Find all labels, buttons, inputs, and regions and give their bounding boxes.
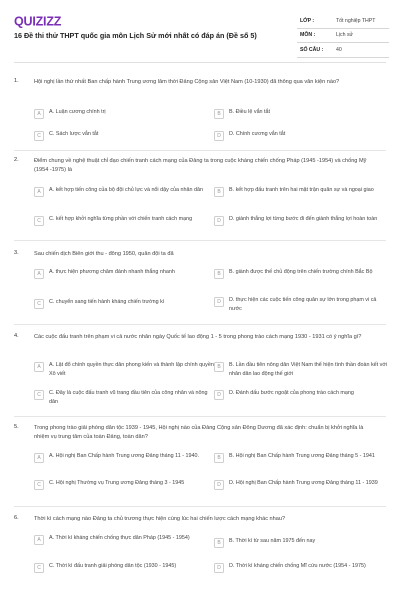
question-text: Sau chiến dịch Biên giới thu - đông 1950, quân đội ta đã — [34, 251, 174, 257]
option-text: D. giành thắng lợi từng bước đi đến giành thắng lợi hoàn toàn — [229, 216, 378, 222]
option-letter-box: B — [214, 453, 224, 463]
option-text: D. Chính cương vắn tắt — [229, 131, 286, 137]
option-letter-box: B — [214, 109, 224, 119]
option-letter-box: A — [34, 187, 44, 197]
option-b[interactable] — [214, 452, 390, 472]
option-letter-box: B — [214, 538, 224, 548]
option-letter-box: D — [214, 297, 224, 307]
subject-value: Lịch sử — [336, 32, 354, 39]
option-letter-box: B — [214, 362, 224, 372]
quizizz-logo[interactable] — [14, 14, 72, 28]
option-text: C. Đây là cuộc đấu tranh vũ trang đầu tiên của công nhân và nông dân — [49, 390, 208, 405]
option-text: A. kết hợp tiến công của bộ đội chủ lực và nổi dậy của nhân dân — [49, 187, 203, 193]
option-letter-box: D — [214, 480, 224, 490]
option-text: B. Lần đầu tiên nông dân Việt Nam thể hiện tình thần đoàn kết với nhân dân lao động thế giới — [229, 362, 388, 377]
option-d[interactable] — [214, 296, 390, 316]
option-b[interactable] — [214, 268, 390, 288]
option-c[interactable] — [34, 562, 214, 582]
option-d[interactable] — [214, 130, 390, 150]
question-number: 4. — [14, 333, 19, 339]
option-letter-box: C — [34, 563, 44, 573]
document-title: 16 Đề thi thử THPT quốc gia môn Lịch Sử mới nhất có đáp án (Đề số 5) — [14, 31, 257, 40]
option-text: B. Điều lệ vắn tắt — [229, 109, 271, 115]
option-text: A. Thời kì kháng chiến chống thực dân Pháp (1945 - 1954) — [49, 535, 190, 541]
option-b[interactable] — [214, 537, 390, 557]
option-d[interactable] — [214, 389, 390, 409]
document-meta-table — [297, 14, 389, 58]
option-a[interactable] — [34, 186, 214, 206]
option-c[interactable] — [34, 479, 214, 499]
option-letter-box: C — [34, 299, 44, 309]
option-text: D. Đánh dấu bước ngoặt của phong trào cách mạng — [229, 390, 354, 396]
option-text: C. chuyển sang tiến hành kháng chiến trường kì — [49, 299, 165, 305]
question-count-value: 40 — [336, 46, 342, 53]
question-text: Các cuộc đấu tranh trên phạm vi cả nước nhân ngày Quốc tế lao động 1 - 5 trong phong trào cách mạng 1930 - 1931 có ý nghĩa gì? — [34, 334, 362, 340]
option-a[interactable] — [34, 268, 214, 288]
question-divider — [14, 240, 386, 241]
option-d[interactable] — [214, 215, 390, 235]
question-text: Điểm chung về nghệ thuật chỉ đạo chiến tranh cách mạng của Đảng ta trong cuộc kháng chiến chống Pháp (1945 -1954) và chống Mỹ (1954 -1975) là — [34, 158, 367, 174]
question-number: 1. — [14, 78, 19, 84]
option-c[interactable] — [34, 389, 214, 409]
question-text: Trong phong trào giải phóng dân tộc 1939 - 1945, Hội nghị nào của Đảng Cộng sản Đông Dương đã xác định: chuẩn bị khởi nghĩa là nhiệm vụ trung tâm của toàn Đảng, toàn dân? — [34, 425, 364, 441]
option-text: A. Hội nghị Ban Chấp hành Trung ương Đảng tháng 11 - 1940. — [49, 453, 199, 459]
option-text: B. Hội nghị Ban Chấp hành Trung ương Đảng tháng 5 - 1941 — [229, 453, 375, 459]
question-number: 6. — [14, 515, 19, 521]
option-a[interactable] — [34, 108, 214, 128]
class-value: Tốt nghiệp THPT — [336, 17, 376, 24]
option-letter-box: C — [34, 216, 44, 226]
option-letter-box: A — [34, 362, 44, 372]
meta-row-class — [297, 14, 389, 29]
option-text: A. thực hiện phương châm đánh nhanh thắng nhanh — [49, 269, 175, 275]
option-letter-box: B — [214, 269, 224, 279]
quizizz-logo-mark — [14, 14, 72, 28]
option-text: D. Thời kì kháng chiến chống Mĩ cứu nước (1954 - 1975) — [229, 563, 366, 569]
option-letter-box: D — [214, 390, 224, 400]
option-a[interactable] — [34, 452, 214, 472]
option-text: C. kết hợp khởi nghĩa từng phần với chiến tranh cách mạng — [49, 216, 193, 222]
option-letter-box: A — [34, 535, 44, 545]
option-c[interactable] — [34, 130, 214, 150]
question-divider — [14, 324, 386, 325]
option-letter-box: D — [214, 131, 224, 141]
option-text: D. Hội nghị Ban Chấp hành Trung ương Đảng tháng 11 - 1939 — [229, 480, 378, 486]
option-a[interactable] — [34, 534, 214, 554]
option-text: C. Hội nghị Thường vụ Trung ương Đảng tháng 3 - 1945 — [49, 480, 185, 486]
option-letter-box: A — [34, 453, 44, 463]
option-letter-box: B — [214, 187, 224, 197]
option-text: A. Lật đổ chính quyền thực dân phong kiến và thành lập chính quyền Xô viết — [49, 362, 214, 377]
option-letter-box: C — [34, 131, 44, 141]
option-c[interactable] — [34, 215, 214, 235]
option-text: C. Thời kì đấu tranh giải phóng dân tộc (1930 - 1945) — [49, 563, 177, 569]
logo-wordmark: QUIZIZZ — [14, 14, 62, 28]
option-d[interactable] — [214, 479, 390, 499]
option-d[interactable] — [214, 562, 390, 582]
question-text: Hội nghị lần thứ nhất Ban chấp hành Trung ương lâm thời Đảng Cộng sản Việt Nam (10-1930) đã thông qua văn kiện nào? — [34, 79, 340, 85]
option-b[interactable] — [214, 186, 390, 206]
option-text: B. Thời kì từ sau năm 1975 đến nay — [229, 538, 316, 544]
option-text: A. Luận cương chính trị — [49, 109, 106, 115]
option-text: C. Sách lược vắn tắt — [49, 131, 99, 137]
option-letter-box: D — [214, 563, 224, 573]
question-count-label: SỐ CÂU : — [300, 46, 324, 53]
option-letter-box: D — [214, 216, 224, 226]
question-number: 5. — [14, 424, 19, 430]
question-divider — [14, 506, 386, 507]
question-divider — [14, 416, 386, 417]
option-letter-box: C — [34, 480, 44, 490]
option-b[interactable] — [214, 108, 390, 128]
option-letter-box: A — [34, 109, 44, 119]
option-a[interactable] — [34, 361, 214, 381]
meta-row-question-count — [297, 43, 389, 58]
option-b[interactable] — [214, 361, 390, 381]
option-c[interactable] — [34, 298, 214, 318]
option-letter-box: A — [34, 269, 44, 279]
class-label: LỚP : — [300, 17, 315, 24]
question-number: 3. — [14, 250, 19, 256]
option-letter-box: C — [34, 390, 44, 400]
option-text: B. kết hợp đấu tranh trên hai mặt trận quân sự và ngoại giao — [229, 187, 374, 193]
question-number: 2. — [14, 157, 19, 163]
meta-row-subject — [297, 29, 389, 44]
question-text: Thời kì cách mạng nào Đảng ta chủ trương thực hiện cùng lúc hai chiến lược cách mạng khác nhau? — [34, 516, 286, 522]
header-divider — [14, 62, 386, 63]
question-divider — [14, 150, 386, 151]
option-text: D. thực hiện các cuộc tiến công quân sự lớn trong phạm vi cả nước — [229, 297, 377, 312]
option-text: B. giành được thế chủ động trên chiến trường chính Bắc Bộ — [229, 269, 373, 275]
subject-label: MÔN : — [300, 32, 316, 39]
